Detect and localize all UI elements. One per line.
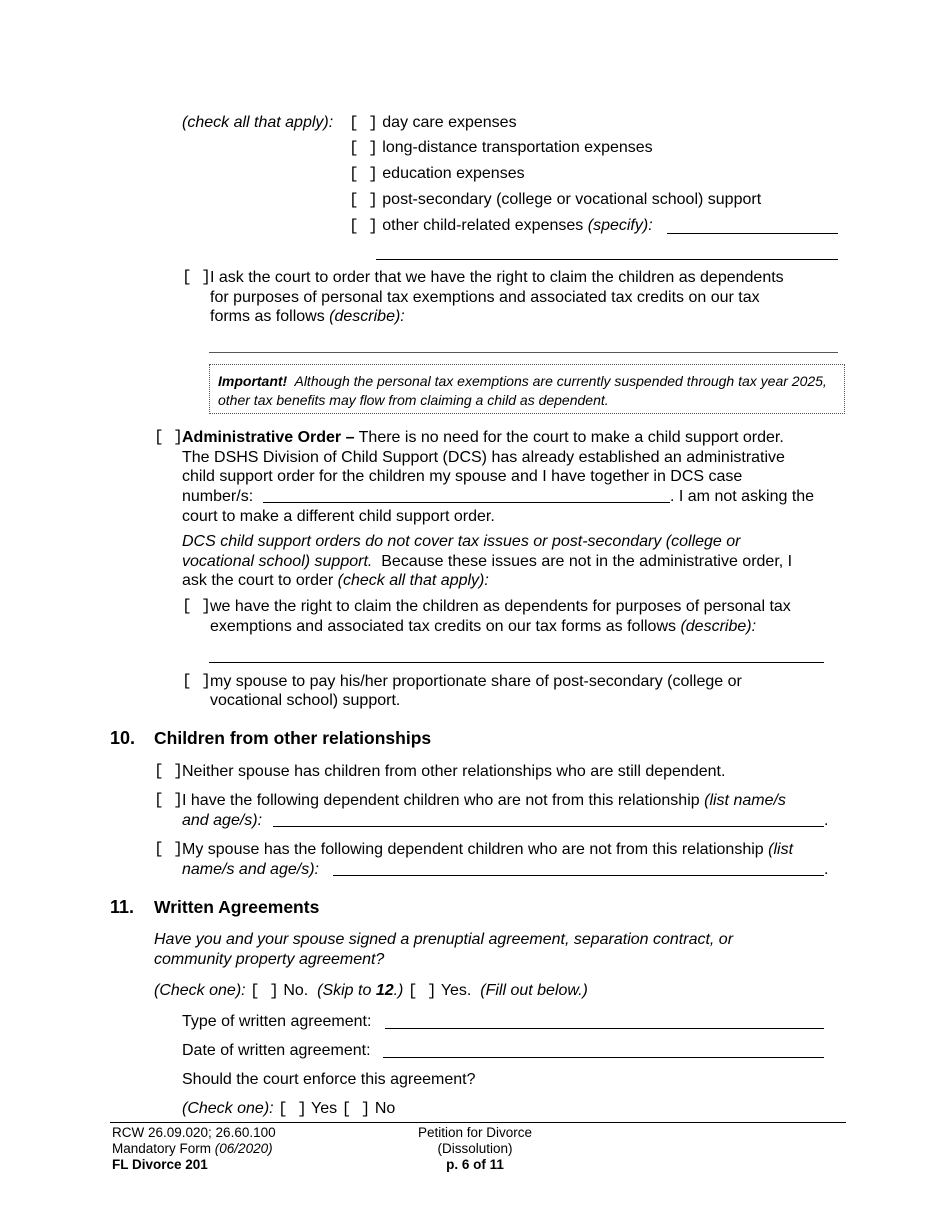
expense-option-other[interactable] (349, 216, 653, 237)
section-10-option-2-checkbox[interactable]: [ ] (154, 791, 183, 809)
admin-option-post-secondary-line-1: my spouse to pay his/her proportionate share of post-secondary (college or (210, 673, 742, 690)
section-10-option-3-checkbox[interactable]: [ ] (154, 840, 183, 858)
admin-order-line-1: Administrative Order – There is no need for the court to make a child support order. (182, 429, 784, 446)
admin-option-post-secondary-line-2: vocational school) support. (210, 692, 401, 709)
expense-option-post-secondary[interactable] (349, 190, 761, 211)
tax-dependents-field[interactable] (209, 352, 838, 353)
expense-label: other child-related expenses (382, 217, 584, 234)
agreement-type-field[interactable] (385, 1028, 824, 1029)
section-10-number: 10. (110, 728, 136, 748)
skip-section-number: 12 (375, 982, 394, 999)
yes-checkbox[interactable]: [ ] (407, 982, 437, 1000)
agreement-date-field[interactable] (383, 1057, 824, 1058)
section-11-check-one-row: (Check one): [ ] No. (Skip to 12.) [ ] Yes. (Fill out below.) (154, 982, 588, 1000)
section-11-title: Written Agreements (154, 897, 320, 917)
expense-option-transportation[interactable] (349, 138, 653, 159)
admin-option-tax-field[interactable] (209, 662, 824, 663)
describe-hint: (describe): (329, 308, 405, 325)
checkbox[interactable]: [ ] (349, 217, 378, 235)
section-11-question-1: Have you and your spouse signed a prenuptial agreement, separation contract, or (154, 931, 734, 948)
admin-order-number-label: number/s: (182, 488, 254, 505)
section-10-option-2-period: . (824, 812, 829, 829)
enforce-check-row (182, 1099, 395, 1120)
section-10-option-1-text: Neither spouse has children from other relationships who are still dependent. (182, 763, 726, 780)
note-line-1: Important! Although the personal tax exemptions are currently suspended through tax year 2025, (218, 373, 827, 389)
my-other-children-field[interactable] (273, 826, 824, 827)
no-checkbox[interactable]: [ ] (250, 982, 279, 1000)
expense-label: education expenses (382, 165, 525, 182)
section-10-option-2-line-1: I have the following dependent children who are not from this relationship (list name/s (182, 792, 786, 809)
enforce-question: Should the court enforce this agreement? (182, 1071, 476, 1088)
other-expense-field-line-2[interactable] (376, 259, 838, 260)
footer-form-status: Mandatory Form (06/2020) (112, 1141, 273, 1156)
admin-option-tax-checkbox[interactable]: [ ] (182, 597, 211, 615)
important-note (209, 364, 845, 414)
checkbox[interactable]: [ ] (349, 139, 378, 157)
enforce-yes-label: Yes (311, 1100, 338, 1117)
expenses-prefix: (check all that apply): (182, 114, 334, 131)
expense-label: post-secondary (college or vocational school) support (382, 191, 762, 208)
section-10-option-1-checkbox[interactable]: [ ] (154, 762, 183, 780)
enforce-yes-checkbox[interactable]: [ ] (278, 1100, 307, 1118)
specify-hint: (specify): (587, 217, 653, 234)
section-11-number: 11. (110, 897, 135, 917)
section-11-question-2: community property agreement? (154, 951, 385, 968)
footer-form-id: FL Divorce 201 (112, 1157, 208, 1172)
expense-label: day care expenses (382, 114, 517, 131)
describe-hint: (describe): (680, 618, 757, 635)
note-label: Important! (218, 373, 288, 389)
section-10-title: Children from other relationships (154, 728, 432, 748)
tax-dependents-text-2: for purposes of personal tax exemptions and associated tax credits on our tax (210, 289, 760, 306)
admin-order-line-3: child support order for the children my spouse and I have together in DCS case (182, 468, 743, 485)
fill-out-hint: (Fill out below.) (480, 982, 588, 999)
admin-option-tax-line-2: exemptions and associated tax credits on our tax forms as follows (describe): (210, 618, 757, 635)
footer-form-subtitle: (Dissolution) (437, 1141, 513, 1156)
admin-option-tax-line-1: we have the right to claim the children as dependents for purposes of personal tax (210, 598, 791, 615)
yes-label: Yes. (440, 982, 472, 999)
section-10-option-3-hint: name/s and age/s): (182, 861, 319, 878)
agreement-type-label: Type of written agreement: (182, 1013, 372, 1030)
checkbox[interactable]: [ ] (349, 114, 378, 132)
admin-order-checkbox[interactable]: [ ] (154, 428, 183, 446)
agreement-date-label: Date of written agreement: (182, 1042, 371, 1059)
tax-dependents-text-1: I ask the court to order that we have the right to claim the children as dependents (210, 269, 784, 286)
tax-dependents-text-3: forms as follows (describe): (210, 308, 405, 325)
enforce-no-checkbox[interactable]: [ ] (341, 1100, 371, 1118)
dcs-note-3: ask the court to order (check all that apply): (182, 572, 489, 589)
section-10-option-3-period: . (824, 861, 829, 878)
admin-option-post-secondary-checkbox[interactable]: [ ] (182, 672, 211, 690)
no-label: No. (283, 982, 309, 999)
dcs-note-2: vocational school) support. Because these issues are not in the administrative order, I (182, 553, 793, 570)
enforce-check-label: (Check one): (182, 1100, 274, 1117)
checkbox[interactable]: [ ] (349, 191, 378, 209)
footer-form-title: Petition for Divorce (417, 1125, 533, 1140)
footer-page-number: p. 6 of 11 (446, 1157, 504, 1172)
spouse-other-children-field[interactable] (333, 875, 824, 876)
admin-order-line-4b: . I am not asking the (670, 488, 815, 505)
enforce-no-label: No (374, 1100, 396, 1117)
admin-order-line-5: court to make a different child support order. (182, 508, 495, 525)
footer-divider (110, 1122, 846, 1123)
other-expense-field[interactable] (667, 233, 838, 234)
check-one-label: (Check one): (154, 982, 246, 999)
footer-statute: RCW 26.09.020; 26.60.100 (112, 1125, 276, 1140)
checkbox[interactable]: [ ] (349, 165, 378, 183)
section-10-option-2-hint: and age/s): (182, 812, 263, 829)
note-line-2: other tax benefits may flow from claiming a child as dependent. (218, 392, 609, 408)
admin-order-title: Administrative Order – (182, 429, 355, 446)
dcs-note-1: DCS child support orders do not cover tax issues or post-secondary (college or (182, 533, 741, 550)
expense-option-education[interactable] (349, 164, 525, 185)
tax-dependents-checkbox[interactable]: [ ] (182, 268, 211, 286)
section-10-option-3-line-1: My spouse has the following dependent children who are not from this relationship (list (182, 841, 794, 858)
admin-order-line-2: The DSHS Division of Child Support (DCS) has already established an administrative (182, 449, 785, 466)
dcs-case-number-field[interactable] (263, 502, 670, 503)
expense-label: long-distance transportation expenses (382, 139, 653, 156)
expense-option-day-care[interactable] (349, 113, 517, 134)
